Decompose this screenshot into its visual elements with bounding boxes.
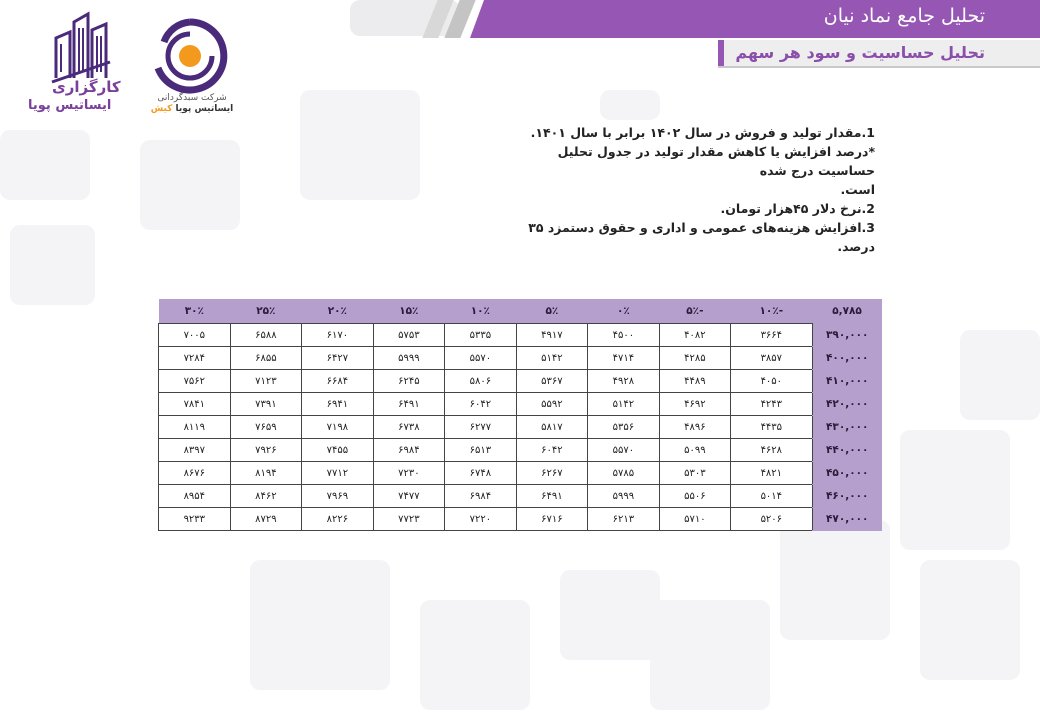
table-row: [159, 416, 883, 439]
table-cell-eps: ۵۱۴۲: [516, 347, 588, 370]
table-cell-eps: ۹۲۳۳: [159, 508, 231, 531]
page-title: تحلیل جامع نماد نیان: [823, 5, 985, 27]
table-cell-eps: ۳۶۶۴: [731, 324, 812, 347]
table-row: [159, 324, 883, 347]
table-cell-eps: ۸۱۱۹: [159, 416, 231, 439]
table-corner-cell: ۵,۷۸۵: [812, 299, 882, 324]
table-cell-eps: ۵۹۹۹: [588, 485, 660, 508]
table-cell-eps: ۴۸۹۶: [659, 416, 731, 439]
table-cell-eps: ۶۲۱۳: [588, 508, 660, 531]
table-cell-eps: ۵۷۸۵: [588, 462, 660, 485]
row-header-price: ۴۳۰,۰۰۰: [812, 416, 882, 439]
table-cell-eps: ۶۰۴۲: [516, 439, 588, 462]
assumptions-notes: [500, 123, 875, 256]
table-cell-eps: ۷۷۱۲: [302, 462, 374, 485]
table-cell-eps: ۶۰۴۲: [445, 393, 517, 416]
table-cell-eps: ۳۸۵۷: [731, 347, 812, 370]
table-cell-eps: ۵۸۱۷: [516, 416, 588, 439]
table-cell-eps: ۸۱۹۴: [230, 462, 302, 485]
column-header: ۳۰٪: [159, 299, 231, 324]
column-header: -۵٪: [659, 299, 731, 324]
table-header-row: [159, 299, 883, 324]
row-header-price: ۴۰۰,۰۰۰: [812, 347, 882, 370]
table-cell-eps: ۶۷۴۸: [445, 462, 517, 485]
table-row: [159, 439, 883, 462]
table-cell-eps: ۷۱۲۳: [230, 370, 302, 393]
table-cell-eps: ۴۰۸۲: [659, 324, 731, 347]
table-cell-eps: ۶۹۸۴: [373, 439, 445, 462]
table-cell-eps: ۶۹۸۴: [445, 485, 517, 508]
table-cell-eps: ۶۵۸۸: [230, 324, 302, 347]
column-header: ۲۵٪: [230, 299, 302, 324]
table-cell-eps: ۵۹۹۹: [373, 347, 445, 370]
table-cell-eps: ۶۲۷۷: [445, 416, 517, 439]
brokerage-name-line1: کارگزاری: [52, 78, 121, 96]
brokerage-name-line2: ایساتیس پویا: [28, 98, 112, 113]
table-cell-eps: ۷۴۵۵: [302, 439, 374, 462]
table-cell-eps: ۵۵۷۰: [588, 439, 660, 462]
note-line: 1.مقدار تولید و فروش در سال ۱۴۰۲ برابر با سال ۱۴۰۱.: [530, 125, 875, 140]
row-header-price: ۳۹۰,۰۰۰: [812, 324, 882, 347]
fund-name-main: ایساتیس پویا: [175, 104, 234, 114]
table-cell-eps: ۶۱۷۰: [302, 324, 374, 347]
table-cell-eps: ۴۶۹۲: [659, 393, 731, 416]
table-cell-eps: ۴۴۸۹: [659, 370, 731, 393]
table-cell-eps: ۷۶۵۹: [230, 416, 302, 439]
column-header: ۱۰٪: [445, 299, 517, 324]
table-cell-eps: ۸۷۲۹: [230, 508, 302, 531]
table-row: [159, 508, 883, 531]
table-row: [159, 347, 883, 370]
note-line: است.: [840, 182, 875, 197]
table-cell-eps: ۵۲۰۶: [731, 508, 812, 531]
table-row: [159, 370, 883, 393]
table-cell-eps: ۴۶۲۸: [731, 439, 812, 462]
table-cell-eps: ۷۴۷۷: [373, 485, 445, 508]
table-cell-eps: ۷۰۰۵: [159, 324, 231, 347]
table-cell-eps: ۵۱۴۲: [588, 393, 660, 416]
table-cell-eps: ۴۰۵۰: [731, 370, 812, 393]
table-cell-eps: ۵۵۷۰: [445, 347, 517, 370]
table-cell-eps: ۷۱۹۸: [302, 416, 374, 439]
table-cell-eps: ۴۹۲۸: [588, 370, 660, 393]
row-header-price: ۴۱۰,۰۰۰: [812, 370, 882, 393]
table-cell-eps: ۵۰۱۴: [731, 485, 812, 508]
row-header-price: ۴۵۰,۰۰۰: [812, 462, 882, 485]
table-cell-eps: ۶۹۴۱: [302, 393, 374, 416]
table-cell-eps: ۷۹۲۶: [230, 439, 302, 462]
table-cell-eps: ۶۷۱۶: [516, 508, 588, 531]
row-header-price: ۴۶۰,۰۰۰: [812, 485, 882, 508]
table-cell-eps: ۸۴۶۲: [230, 485, 302, 508]
table-cell-eps: ۵۳۳۵: [445, 324, 517, 347]
table-cell-eps: ۶۴۹۱: [373, 393, 445, 416]
table-cell-eps: ۶۴۲۷: [302, 347, 374, 370]
table-cell-eps: ۸۲۲۶: [302, 508, 374, 531]
table-row: [159, 462, 883, 485]
page-subtitle: تحلیل حساسیت و سود هر سهم: [735, 43, 985, 62]
table-cell-eps: ۵۷۱۰: [659, 508, 731, 531]
fund-name-line1: شرکت سبدگردانی: [157, 93, 227, 103]
table-cell-eps: ۴۷۱۴: [588, 347, 660, 370]
table-cell-eps: ۸۳۹۷: [159, 439, 231, 462]
fund-name-accent: کیش: [150, 104, 173, 114]
table-cell-eps: ۵۵۰۶: [659, 485, 731, 508]
table-cell-eps: ۷۸۴۱: [159, 393, 231, 416]
table-cell-eps: ۶۸۵۵: [230, 347, 302, 370]
table-cell-eps: ۴۵۰۰: [588, 324, 660, 347]
note-line: 3.افزایش هزینه‌های عمومی و اداری و حقوق دستمزد ۳۵ درصد.: [528, 220, 875, 254]
note-line: *درصد افزایش یا کاهش مقدار تولید در جدول تحلیل حساسیت درج شده: [557, 144, 875, 178]
table-cell-eps: ۵۷۵۳: [373, 324, 445, 347]
table-cell-eps: ۶۴۹۱: [516, 485, 588, 508]
row-header-price: ۴۷۰,۰۰۰: [812, 508, 882, 531]
table-cell-eps: ۶۷۳۸: [373, 416, 445, 439]
table-cell-eps: ۴۲۴۳: [731, 393, 812, 416]
table-cell-eps: ۷۹۶۹: [302, 485, 374, 508]
table-cell-eps: ۶۶۸۴: [302, 370, 374, 393]
table-cell-eps: ۷۷۲۳: [373, 508, 445, 531]
column-header: -۱۰٪: [731, 299, 812, 324]
column-header: ۲۰٪: [302, 299, 374, 324]
row-header-price: ۴۲۰,۰۰۰: [812, 393, 882, 416]
column-header: ۱۵٪: [373, 299, 445, 324]
table-row: [159, 485, 883, 508]
table-cell-eps: ۶۲۶۷: [516, 462, 588, 485]
fund-name-line2: [132, 104, 252, 114]
row-header-price: ۴۴۰,۰۰۰: [812, 439, 882, 462]
note-line: 2.نرخ دلار ۴۵هزار تومان.: [720, 201, 875, 216]
table-cell-eps: ۶۲۴۵: [373, 370, 445, 393]
table-cell-eps: ۴۹۱۷: [516, 324, 588, 347]
column-header: ۵٪: [516, 299, 588, 324]
table-cell-eps: ۷۲۲۰: [445, 508, 517, 531]
table-cell-eps: ۷۲۳۰: [373, 462, 445, 485]
table-cell-eps: ۵۳۶۷: [516, 370, 588, 393]
table-cell-eps: ۷۲۸۴: [159, 347, 231, 370]
table-cell-eps: ۴۲۸۵: [659, 347, 731, 370]
table-cell-eps: ۵۵۹۲: [516, 393, 588, 416]
table-cell-eps: ۷۳۹۱: [230, 393, 302, 416]
sensitivity-table: [158, 299, 882, 531]
table-cell-eps: ۸۶۷۶: [159, 462, 231, 485]
table-row: [159, 393, 883, 416]
table-cell-eps: ۶۵۱۳: [445, 439, 517, 462]
table-cell-eps: ۴۸۲۱: [731, 462, 812, 485]
table-cell-eps: ۵۳۰۳: [659, 462, 731, 485]
subtitle-accent: [718, 40, 724, 66]
table-cell-eps: ۵۰۹۹: [659, 439, 731, 462]
table-cell-eps: ۷۵۶۲: [159, 370, 231, 393]
fund-logo-icon: [150, 16, 230, 96]
table-cell-eps: ۵۳۵۶: [588, 416, 660, 439]
column-header: ۰٪: [588, 299, 660, 324]
table-cell-eps: ۴۴۳۵: [731, 416, 812, 439]
table-cell-eps: ۸۹۵۴: [159, 485, 231, 508]
table-cell-eps: ۵۸۰۶: [445, 370, 517, 393]
